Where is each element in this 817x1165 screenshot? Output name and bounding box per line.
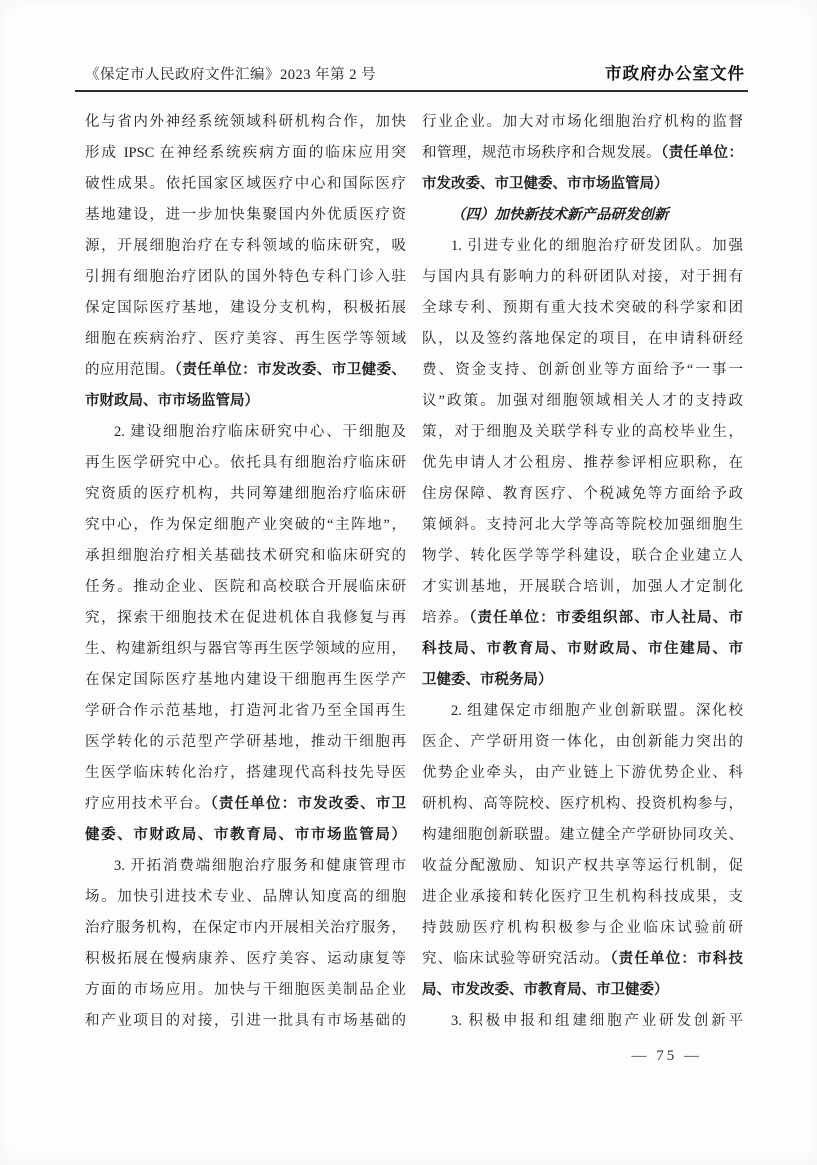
text-line	[422, 231, 743, 262]
text-line	[85, 417, 406, 448]
body-text: 3. 积极申报和组建细胞产业研发创新平	[451, 1013, 743, 1029]
text-line	[85, 324, 406, 355]
text-line	[422, 665, 743, 696]
text-line	[422, 541, 743, 572]
text-line	[85, 479, 406, 510]
body-text: 源，开展细胞治疗在专科领域的临床研究，吸	[85, 238, 406, 254]
body-text: 医企、产学研用资一体化，由创新能力突出的	[422, 734, 743, 750]
body-text: 行业企业。加大对市场化细胞治疗机构的监督	[422, 114, 743, 130]
text-line	[85, 603, 406, 634]
text-line	[85, 727, 406, 758]
body-text: 议”政策。加强对细胞领域相关人才的支持政	[422, 393, 743, 409]
responsible-unit-text: （责任单位：市委组织部、市人社局、市	[469, 610, 743, 626]
body-text: 医学转化的示范型产学研基地，推动干细胞再	[85, 734, 406, 750]
column-right	[422, 107, 743, 1037]
text-line	[85, 789, 406, 820]
text-line	[85, 665, 406, 696]
responsible-unit-text: 市财政局、市市场监管局）	[85, 393, 259, 409]
text-line	[422, 355, 743, 386]
text-line	[422, 882, 743, 913]
responsible-unit-text: （责任单位：市发改委、市卫	[210, 796, 406, 812]
column-left	[85, 107, 406, 1037]
body-text: 住房保障、教育医疗、个税减免等方面给予政	[422, 486, 743, 502]
header-section-title: 市政府办公室文件	[605, 65, 745, 83]
body-text: 收益分配激励、知识产权共享等运行机制，促	[422, 858, 743, 874]
body-text: 和产业项目的对接，引进一批具有市场基础的	[85, 1013, 406, 1029]
text-line	[85, 231, 406, 262]
text-line	[422, 820, 743, 851]
text-line	[422, 789, 743, 820]
text-line	[422, 324, 743, 355]
text-line	[85, 107, 406, 138]
body-text: 究中心，作为保定细胞产业突破的“主阵地”，	[85, 517, 406, 533]
body-text: 策，对于细胞及关联学科专业的高校毕业生，	[422, 424, 743, 440]
document-body	[85, 107, 743, 1037]
body-text: 破性成果。依托国家区域医疗中心和国际医疗	[85, 176, 406, 192]
body-text: 生、构建新组织与器官等再生医学领域的应用，	[85, 641, 406, 657]
body-text: 再生医学研究中心。依托具有细胞治疗临床研	[85, 455, 406, 471]
body-text: 才实训基地，开展联合培训，加强人才定制化	[422, 579, 743, 595]
text-line	[422, 572, 743, 603]
text-line	[422, 107, 743, 138]
text-line	[422, 293, 743, 324]
body-text: 2. 建设细胞治疗临床研究中心、干细胞及	[114, 424, 406, 440]
text-line	[422, 727, 743, 758]
body-text: 和管理，规范市场秩序和合规发展。	[422, 145, 662, 161]
body-text: 与国内具有影响力的科研团队对接，对于拥有	[422, 269, 743, 285]
body-text: 形成 IPSC 在神经系统疾病方面的临床应用突	[85, 145, 406, 161]
body-text: 细胞在疾病治疗、医疗美容、再生医学等领域	[85, 331, 406, 347]
text-line	[422, 634, 743, 665]
text-line	[85, 913, 406, 944]
text-line	[85, 200, 406, 231]
body-text: 费、资金支持、创新创业等方面给予“一事一	[422, 362, 743, 378]
body-text: 究资质的医疗机构，共同筹建细胞治疗临床研	[85, 486, 406, 502]
responsible-unit-text: 市发改委、市卫健委、市市场监管局）	[422, 176, 669, 192]
text-line	[422, 913, 743, 944]
text-line	[85, 696, 406, 727]
body-text: 在保定国际医疗基地内建设干细胞再生医学产	[85, 672, 406, 688]
responsible-unit-text: （责任单位：市科技	[610, 951, 743, 967]
body-text: 构建细胞创新联盟。建立健全产学研协同攻关、	[422, 827, 743, 843]
text-line	[85, 448, 406, 479]
text-line	[422, 851, 743, 882]
text-line	[422, 200, 743, 231]
text-line	[422, 758, 743, 789]
text-line	[422, 386, 743, 417]
text-line	[422, 975, 743, 1006]
text-line	[85, 944, 406, 975]
body-text: 2. 组建保定市细胞产业创新联盟。深化校	[451, 703, 743, 719]
responsible-unit-text: 卫健委、市税务局）	[422, 672, 553, 688]
page-header	[85, 60, 745, 84]
responsible-unit-text: 局、市发改委、市教育局、市卫健委）	[422, 982, 669, 998]
text-line	[422, 1006, 743, 1037]
body-text: 究、临床试验等研究活动。	[422, 951, 611, 967]
responsible-unit-text: 科技局、市教育局、市财政局、市住建局、市	[422, 641, 743, 657]
text-line	[85, 882, 406, 913]
text-line	[422, 417, 743, 448]
page-footer	[632, 1048, 703, 1065]
text-line	[422, 138, 743, 169]
header-rule	[75, 90, 748, 92]
text-line	[85, 169, 406, 200]
body-text: 策倾斜。支持河北大学等高等院校加强细胞生	[422, 517, 743, 533]
body-text: 进企业承接和转化医疗卫生机构科技成果，支	[422, 889, 743, 905]
body-text: 全球专利、预期有重大技术突破的科学家和团	[422, 300, 743, 316]
body-text: 3. 开拓消费端细胞治疗服务和健康管理市	[114, 858, 406, 874]
body-text: 保定国际医疗基地，建设分支机构，积极拓展	[85, 300, 406, 316]
text-line	[85, 758, 406, 789]
body-text: 承担细胞治疗相关基础技术研究和临床研究的	[85, 548, 406, 564]
body-text: 1. 引进专业化的细胞治疗研发团队。加强	[451, 238, 743, 254]
body-text: 物学、转化医学等学科建设，联合企业建立人	[422, 548, 743, 564]
text-line	[422, 510, 743, 541]
responsible-unit-text: （责任单位：市发改委、市卫健委、	[174, 362, 406, 378]
body-text: 的应用范围。	[85, 362, 175, 378]
body-text: 学研合作示范基地，打造河北省乃至全国再生	[85, 703, 406, 719]
page-number: — 75 —	[631, 1048, 702, 1064]
responsible-unit-text: 健委、市财政局、市教育局、市市场监管局）	[85, 827, 406, 843]
header-compilation-title: 《保定市人民政府文件汇编》2023 年第 2 号	[85, 67, 377, 83]
text-line	[422, 696, 743, 727]
body-text: 研机构、高等院校、医疗机构、投资机构参与，	[422, 796, 743, 812]
text-line	[422, 169, 743, 200]
body-text: 培养。	[422, 610, 470, 626]
text-line	[85, 634, 406, 665]
body-text: 化与省内外神经系统领域科研机构合作，加快	[85, 114, 406, 130]
text-line	[85, 1006, 406, 1037]
body-text: 积极拓展在慢病康养、医疗美容、运动康复等	[85, 951, 406, 967]
body-text: 方面的市场应用。加快与干细胞医美制品企业	[85, 982, 406, 998]
text-line	[422, 448, 743, 479]
body-text: 任务。推动企业、医院和高校联合开展临床研	[85, 579, 406, 595]
text-line	[85, 541, 406, 572]
text-line	[85, 510, 406, 541]
responsible-unit-text: （责任单位：	[661, 145, 743, 161]
body-text: 生医学临床转化治疗，搭建现代高科技先导医	[85, 765, 406, 781]
body-text: 究，探索干细胞技术在促进机体自我修复与再	[85, 610, 406, 626]
text-line	[85, 820, 406, 851]
body-text: 疗应用技术平台。	[85, 796, 211, 812]
text-line	[85, 355, 406, 386]
text-line	[422, 603, 743, 634]
text-line	[85, 293, 406, 324]
body-text: 引拥有细胞治疗团队的国外特色专科门诊入驻	[85, 269, 406, 285]
text-line	[85, 851, 406, 882]
body-text: 基地建设，进一步加快集聚国内外优质医疗资	[85, 207, 406, 223]
text-line	[422, 479, 743, 510]
text-line	[85, 572, 406, 603]
body-text: 优先申请人才公租房、推荐参评相应职称，在	[422, 455, 743, 471]
body-text: 优势企业牵头，由产业链上下游优势企业、科	[422, 765, 743, 781]
text-line	[422, 262, 743, 293]
body-text: 队，以及签约落地保定的项目，在申请科研经	[422, 331, 743, 347]
text-line	[85, 138, 406, 169]
text-line	[422, 944, 743, 975]
section-heading-text: （四）加快新技术新产品研发创新	[451, 207, 669, 223]
body-text: 持鼓励医疗机构积极参与企业临床试验前研	[422, 920, 743, 936]
text-line	[85, 975, 406, 1006]
body-text: 场。加快引进技术专业、品牌认知度高的细胞	[85, 889, 406, 905]
text-line	[85, 262, 406, 293]
body-text: 治疗服务机构，在保定市内开展相关治疗服务，	[85, 920, 406, 936]
text-line	[85, 386, 406, 417]
